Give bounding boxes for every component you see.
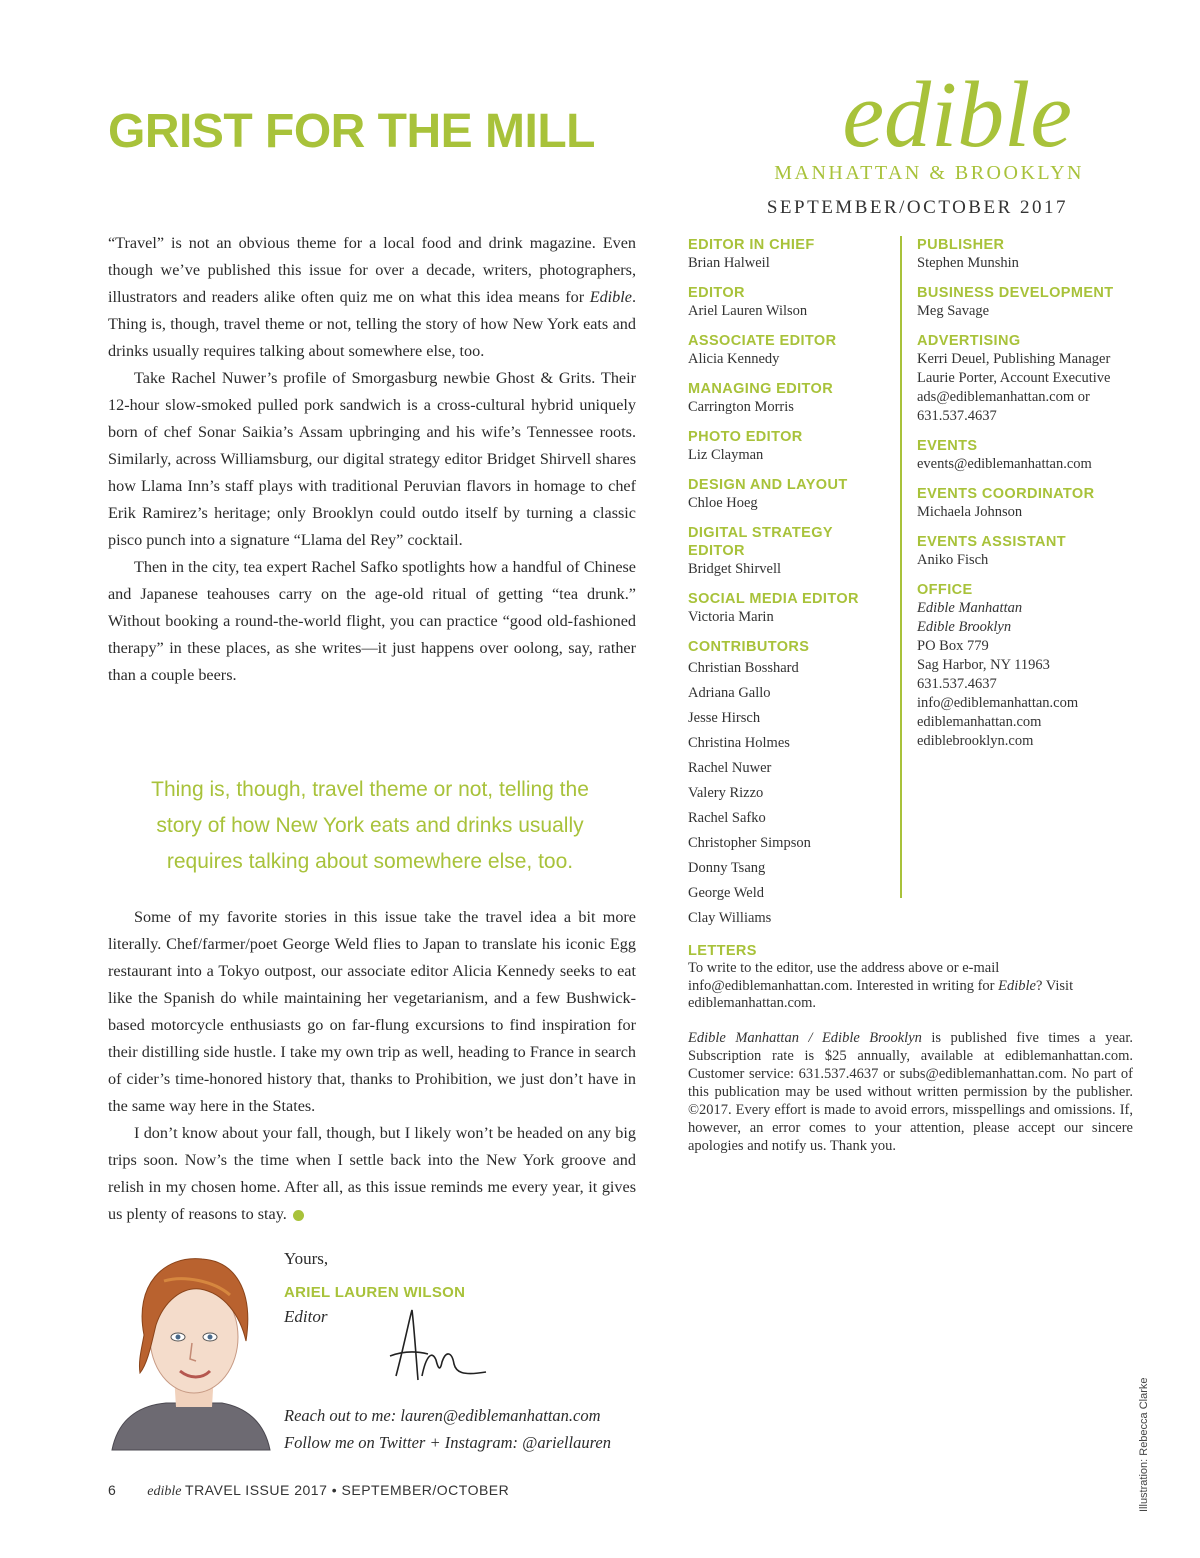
- signer-name: ARIEL LAUREN WILSON: [284, 1284, 466, 1301]
- staff-name: Carrington Morris: [688, 399, 794, 415]
- staff-list-left: [688, 236, 893, 931]
- reach-out-line: Reach out to me: lauren@ediblemanhattan.com: [284, 1406, 601, 1425]
- letters-text-part: To write to the editor, use the address above or e-mail info@ediblemanhattan.com. Interested in writing for: [688, 960, 1000, 994]
- staff-name: Meg Savage: [917, 303, 990, 319]
- staff-role: EVENTS COORDINATOR: [917, 486, 1095, 502]
- staff-email: ads@ediblemanhattan.com or: [917, 389, 1090, 405]
- legal-notice: [688, 1029, 1133, 1155]
- staff-name: Aniko Fisch: [917, 552, 989, 568]
- letter-paragraph-text: I don’t know about your fall, though, but I likely won’t be headed on any big trips soon. Now’s the time when I settle back into the New York groove and relish in my chosen home. After all, as this issue reminds me every year, it gives us plenty of reasons to stay.: [108, 1124, 636, 1223]
- letters-text-italic: Edible: [998, 977, 1036, 994]
- staff-role: SOCIAL MEDIA EDITOR: [688, 591, 859, 607]
- office-publication: Edible Manhattan: [917, 600, 1023, 616]
- staff-name: Liz Clayman: [688, 447, 764, 463]
- staff-name: Bridget Shirvell: [688, 561, 782, 577]
- staff-name: Kerri Deuel, Publishing Manager: [917, 351, 1111, 367]
- staff-name: Ariel Lauren Wilson: [688, 303, 808, 319]
- page-number: 6: [108, 1482, 116, 1498]
- staff-role: EDITOR IN CHIEF: [688, 237, 815, 253]
- closing-salutation: Yours,: [284, 1249, 329, 1268]
- office-line: 631.537.4637: [917, 676, 997, 692]
- office-line: ediblebrooklyn.com: [917, 733, 1034, 749]
- office-line: Sag Harbor, NY 11963: [917, 657, 1050, 673]
- letter-paragraph: Some of my favorite stories in this issue take the travel idea a bit more literally. Chef/farmer/poet George Weld flies to Japan to translate his iconic Egg restaurant into a Tokyo outpost, our associate editor Alicia Kennedy seeks to eat like the Spanish do while maintaining her vegetarianism, and a few Bushwick-based motorcycle enthusiasts go on far-flung excursions to find inspiration for their distilling side hustle. I take my own trip as well, heading to France in search of cider’s time-honored history that, thanks to Prohibition, we just don’t have in the same way here in the States.: [108, 908, 636, 1115]
- page-title: GRIST FOR THE MILL: [108, 105, 595, 158]
- legal-text: is published five times a year. Subscription rate is $25 annually, available at ediblemanhattan.com. Customer service: 631.537.4637 or subs@ediblemanhattan.com. No part of this publication may be used without written permission by the publisher. ©2017. Every effort is made to avoid errors, misspellings and omissions. If, however, an error comes to your attention, please accept our sincere apologies and notify us. Thank you.: [688, 1029, 1133, 1154]
- contributor-name: Christopher Simpson: [688, 835, 811, 851]
- staff-list-right: [917, 236, 1147, 751]
- page-footer: [108, 1482, 509, 1500]
- contact-lines: [284, 1402, 611, 1456]
- office-publication: Edible Brooklyn: [917, 619, 1012, 635]
- handwritten-signature: [376, 1306, 496, 1390]
- issue-date: SEPTEMBER/OCTOBER 2017: [766, 197, 1068, 218]
- end-mark-icon: e: [293, 1210, 304, 1221]
- staff-phone: 631.537.4637: [917, 408, 997, 424]
- contributor-name: George Weld: [688, 885, 765, 901]
- letter-body-bottom: [108, 904, 636, 1228]
- staff-role: MANAGING EDITOR: [688, 381, 834, 397]
- office-line: ediblemanhattan.com: [917, 714, 1042, 730]
- masthead: [760, 63, 1090, 219]
- staff-role: ASSOCIATE EDITOR: [688, 333, 837, 349]
- contributor-name: Clay Williams: [688, 910, 772, 926]
- signer-role: Editor: [284, 1307, 328, 1326]
- contributor-name: Rachel Safko: [688, 810, 766, 826]
- office-line: PO Box 779: [917, 638, 989, 654]
- footer-brand: edible: [147, 1484, 182, 1499]
- letters-text: [688, 960, 1133, 1013]
- contributors-heading: CONTRIBUTORS: [688, 639, 810, 655]
- staff-name: Brian Halweil: [688, 255, 770, 271]
- staff-role: PHOTO EDITOR: [688, 429, 803, 445]
- footer-issue: TRAVEL ISSUE 2017 • SEPTEMBER/OCTOBER: [185, 1482, 510, 1498]
- masthead-logo: edible: [842, 63, 1072, 167]
- publication-name: Edible: [589, 288, 632, 306]
- contributor-name: Rachel Nuwer: [688, 760, 772, 776]
- staff-name: Stephen Munshin: [917, 255, 1019, 271]
- office-heading: OFFICE: [917, 582, 973, 598]
- sign-off: [284, 1248, 664, 1452]
- letters-section: [688, 942, 1133, 1155]
- staff-role: EDITOR: [688, 285, 745, 301]
- staff-name: Alicia Kennedy: [688, 351, 780, 367]
- contributor-name: Christina Holmes: [688, 735, 790, 751]
- staff-name: Michaela Johnson: [917, 504, 1023, 520]
- office-line: info@ediblemanhattan.com: [917, 695, 1079, 711]
- staff-name: Chloe Hoeg: [688, 495, 758, 511]
- staff-role: PUBLISHER: [917, 237, 1005, 253]
- contributor-name: Jesse Hirsch: [688, 710, 761, 726]
- letter-paragraph: Then in the city, tea expert Rachel Safko spotlights how a handful of Chinese and Japanese teahouses carry on the age-old ritual of getting “tea drunk.” Without booking a round-the-world flight, you can practice “good old-fashioned therapy” in these places, as she writes—it just happens over oolong, say, rather than a couple beers.: [108, 558, 636, 684]
- staff-role: EVENTS: [917, 438, 978, 454]
- legal-publication-names: Edible Manhattan / Edible Brooklyn: [688, 1029, 922, 1046]
- staff-role: EVENTS ASSISTANT: [917, 534, 1066, 550]
- letter-paragraph: Take Rachel Nuwer’s profile of Smorgasburg newbie Ghost & Grits. Their 12-hour slow-smoked pulled pork sandwich is a cross-cultural hybrid uniquely born of chef Sonar Saikia’s Assam upbringing and his wife’s Tennessee roots. Similarly, across Williamsburg, our digital strategy editor Bridget Shirvell shares how Llama Inn’s staff plays with traditional Peruvian flavors in homage to chef Erik Ramirez’s heritage; only Brooklyn could outdo itself by turning a classic pisco punch into a signature “Llama del Rey” cocktail.: [108, 369, 636, 549]
- contributor-name: Adriana Gallo: [688, 685, 771, 701]
- staff-email: events@ediblemanhattan.com: [917, 456, 1092, 472]
- letters-heading: LETTERS: [688, 943, 757, 959]
- column-divider: [900, 236, 902, 898]
- contributor-name: Christian Bosshard: [688, 660, 799, 676]
- follow-line: Follow me on Twitter + Instagram: @ariellauren: [284, 1433, 611, 1452]
- illustration-credit: Illustration: Rebecca Clarke: [1138, 1377, 1150, 1512]
- letter-paragraph: “Travel” is not an obvious theme for a local food and drink magazine. Even though we’ve published this issue for over a decade, writers, photographers, illustrators and readers alike often quiz me on what this idea means for Edible. Thing is, though, travel theme or not, telling the story of how New York eats and drinks usually requires talking about somewhere else, too.: [108, 234, 636, 360]
- staff-role: BUSINESS DEVELOPMENT: [917, 285, 1114, 301]
- editor-portrait-illustration: [104, 1245, 274, 1455]
- contributor-name: Valery Rizzo: [688, 785, 764, 801]
- letter-paragraph: [108, 1120, 636, 1228]
- staff-name: Victoria Marin: [688, 609, 774, 625]
- pull-quote: Thing is, though, travel theme or not, telling the story of how New York eats and drinks usually requires talking about somewhere else, too.: [151, 778, 589, 873]
- masthead-subtitle: MANHATTAN & BROOKLYN: [774, 162, 1084, 184]
- staff-name: Laurie Porter, Account Executive: [917, 370, 1111, 386]
- staff-role: ADVERTISING: [917, 333, 1021, 349]
- letter-body-top: [108, 230, 636, 689]
- letters-text-part: ? Visit ediblemanhattan.com.: [688, 977, 1074, 1011]
- staff-role: DESIGN AND LAYOUT: [688, 477, 848, 493]
- staff-role: DIGITAL STRATEGY EDITOR: [688, 525, 833, 559]
- contributor-name: Donny Tsang: [688, 860, 766, 876]
